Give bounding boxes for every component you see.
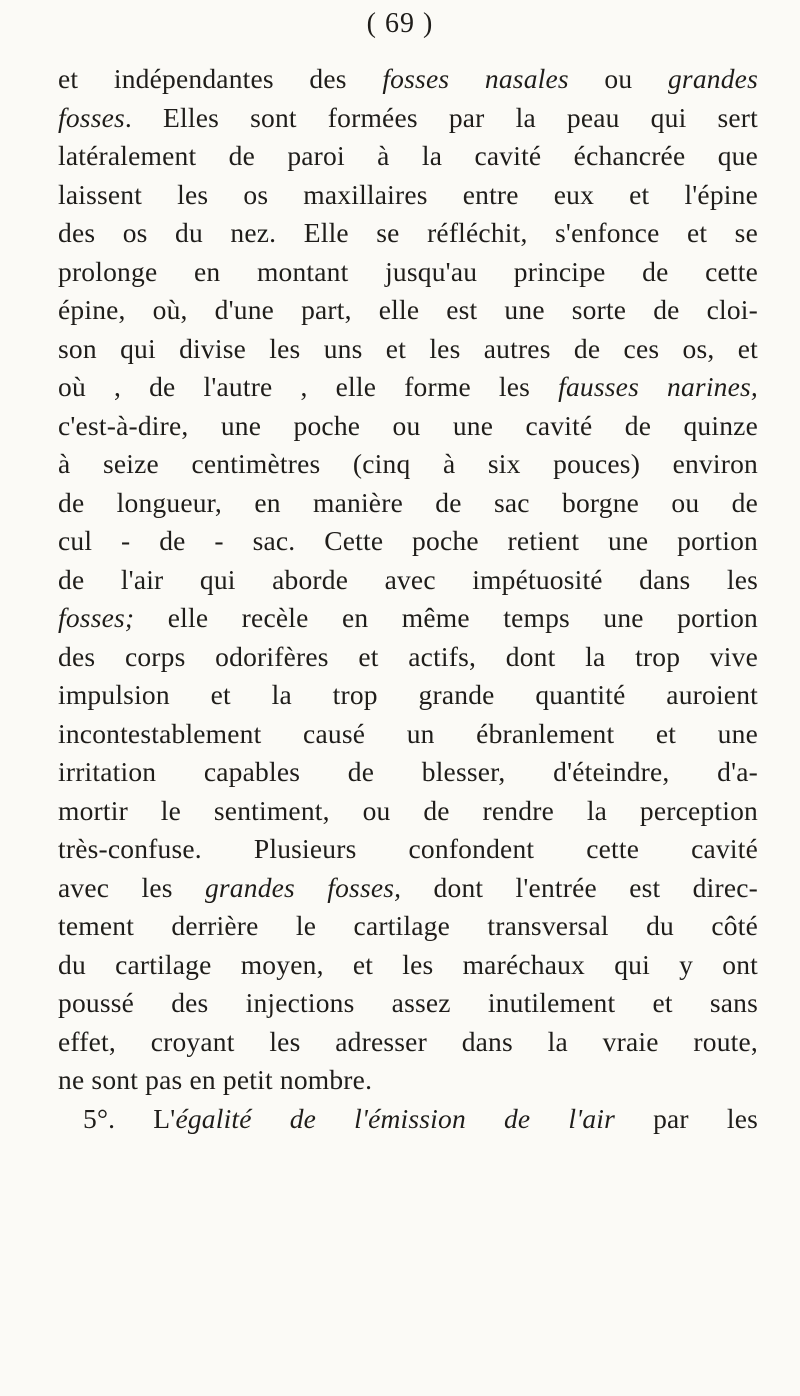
- text-line: [58, 753, 758, 792]
- text-segment: incontestablement causé un ébranlement et une: [58, 717, 758, 749]
- text-segment: et indépendantes des: [58, 63, 383, 94]
- text-segment: ne sont pas en petit nombre.: [58, 1064, 373, 1095]
- italic-term: grandes: [667, 63, 758, 94]
- text-segment: de l'air qui aborde avec impétuosité dans les: [58, 563, 758, 595]
- text-segment: effet, croyant les adresser dans la vraie route,: [58, 1025, 758, 1057]
- text-line: [58, 484, 758, 523]
- text-line: [58, 946, 758, 985]
- italic-term: fosses nasales: [382, 63, 569, 94]
- text-line: [58, 445, 758, 484]
- text-segment: laissent les os maxillaires entre eux et l'épine: [58, 178, 758, 210]
- text-line: [58, 60, 758, 99]
- text-segment: des os du nez. Elle se réfléchit, s'enfonce et se: [58, 217, 758, 248]
- text-segment: latéralement de paroi à la cavité échancrée que: [58, 140, 758, 171]
- text-line: [58, 176, 758, 215]
- text-line: [58, 792, 758, 831]
- italic-term: égalité de l'émission de l'air: [175, 1102, 616, 1134]
- text-line: [58, 214, 758, 253]
- text-line: [58, 407, 758, 446]
- text-line: [58, 253, 758, 292]
- text-segment: avec les: [58, 871, 205, 903]
- text-line: [58, 830, 758, 869]
- text-segment: elle recèle en même temps une portion: [134, 602, 758, 633]
- text-segment: irritation capables de blesser, d'éteindre, d'a-: [58, 756, 758, 787]
- text-segment: dont l'entrée est direc-: [401, 871, 758, 903]
- text-segment: . Elles sont formées par la peau qui sert: [124, 101, 758, 133]
- text-segment: très-confuse. Plusieurs confondent cette cavité: [58, 833, 758, 864]
- text-segment: cul - de - sac. Cette poche retient une portion: [58, 525, 758, 556]
- text-line: [58, 907, 758, 946]
- text-segment: épine, où, d'une part, elle est une sorte de cloi-: [58, 294, 758, 325]
- text-segment: ou: [568, 63, 668, 94]
- text-segment: c'est-à-dire, une poche ou une cavité de quinze: [58, 409, 758, 441]
- text-segment: où , de l'autre , elle forme les: [58, 371, 559, 402]
- text-segment: par les: [615, 1102, 758, 1134]
- text-segment: des corps odorifères et actifs, dont la trop vive: [58, 640, 758, 672]
- text-line: [58, 561, 758, 600]
- italic-term: grandes fosses,: [204, 871, 402, 903]
- text-line: [58, 99, 758, 138]
- text-line: [58, 676, 758, 715]
- text-line: [58, 330, 758, 369]
- text-line: [58, 522, 758, 561]
- text-line: [58, 984, 758, 1023]
- text-line: [58, 599, 758, 638]
- text-line: [58, 869, 758, 908]
- text-segment: son qui divise les uns et les autres de ces os, et: [58, 332, 758, 364]
- text-segment: impulsion et la trop grande quantité auroient: [58, 679, 758, 710]
- text-line: [58, 638, 758, 677]
- text-segment: de longueur, en manière de sac borgne ou de: [58, 486, 758, 518]
- text-line: [58, 715, 758, 754]
- page-number: ( 69 ): [366, 8, 434, 39]
- body-text: [58, 60, 758, 1138]
- text-line: [58, 291, 758, 330]
- text-line: [58, 1061, 758, 1100]
- italic-term: fausses narines,: [558, 371, 759, 402]
- text-line: [58, 137, 758, 176]
- italic-term: fosses;: [58, 602, 135, 633]
- text-segment: mortir le sentiment, ou de rendre la perception: [58, 794, 758, 826]
- text-segment: 5°. L': [83, 1102, 176, 1134]
- text-segment: à seize centimètres (cinq à six pouces) environ: [58, 448, 758, 479]
- text-segment: prolonge en montant jusqu'au principe de cette: [58, 255, 758, 287]
- italic-term: fosses: [58, 101, 125, 133]
- text-segment: poussé des injections assez inutilement et sans: [58, 987, 758, 1018]
- text-segment: du cartilage moyen, et les maréchaux qui y ont: [58, 948, 758, 980]
- text-line: [58, 1023, 758, 1062]
- text-segment: tement derrière le cartilage transversal du côté: [58, 910, 758, 941]
- text-line: [58, 1100, 758, 1139]
- text-line: [58, 368, 758, 407]
